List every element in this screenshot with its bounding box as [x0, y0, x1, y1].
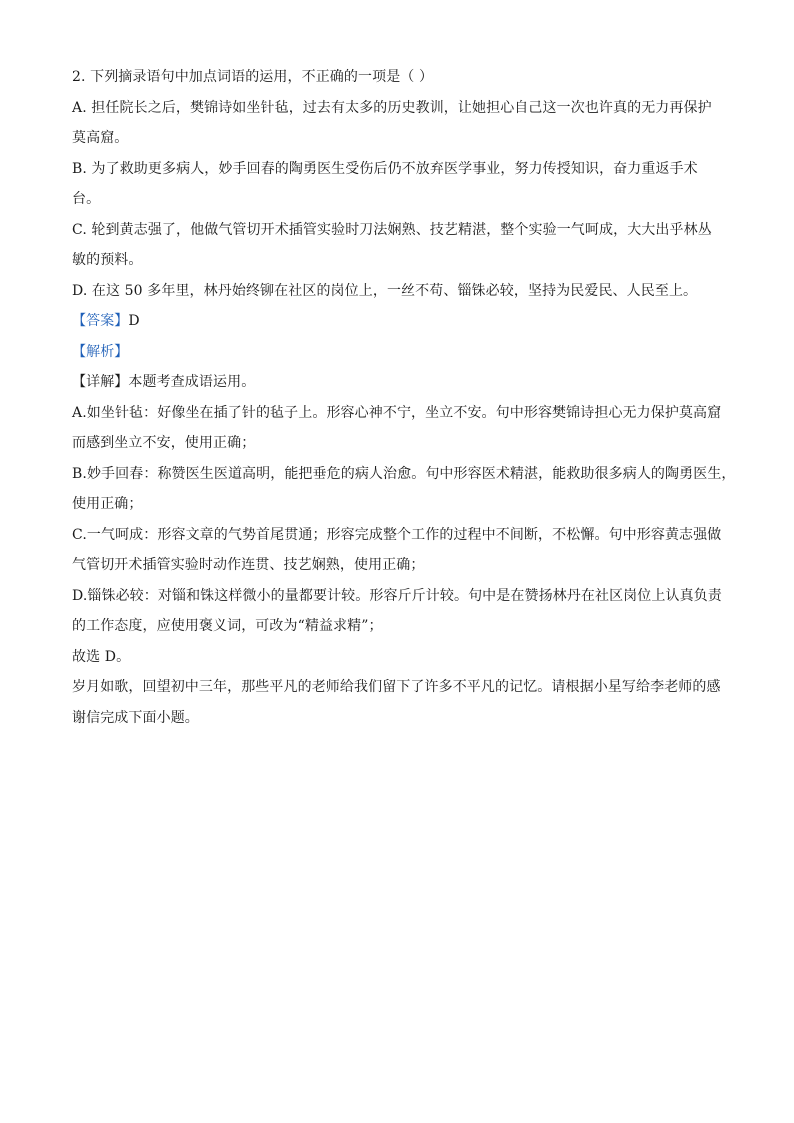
answer-line: [72, 306, 732, 337]
option-c-line-1: C. 轮到黄志强了，他做气管切开术插管实验时刀法娴熟、技艺精湛，整个实验一气呵成，大大出乎林丛: [72, 221, 712, 238]
analysis-line: 而感到坐立不安，使用正确；: [72, 435, 256, 451]
passage-line: 谢信完成下面小题。: [72, 709, 199, 726]
analysis-line: B.妙手回春：称赞医生医道高明，能把垂危的病人治愈。句中形容医术精湛，能救助很多病人的陶勇医生，: [72, 465, 736, 482]
option-d-line-1: D. 在这 50 多年里，林丹始终铆在社区的岗位上，一丝不苟、锱铢必较，坚持为民爱民、人民至上。: [72, 282, 698, 299]
analysis-line: 【详解】本题考查成语运用。: [72, 374, 256, 390]
option-b-line-1: B. 为了救助更多病人，妙手回春的陶勇医生受伤后仍不放弃医学事业，努力传授知识，奋力重返手术: [72, 160, 698, 177]
option-c-line-2: 敏的预料。: [72, 252, 143, 268]
analysis-line: 气管切开术插管实验时动作连贯、技艺娴熟，使用正确；: [72, 557, 425, 573]
analysis-line: D.锱铢必较：对锱和铢这样微小的量都要计较。形容斤斤计较。句中是在赞扬林丹在社区岗位上认真负责: [72, 587, 722, 604]
analysis-heading: [72, 337, 732, 368]
answer-value: D: [128, 313, 140, 329]
analysis-tag: 【解析】: [72, 343, 129, 360]
option-a-line-1: A. 担任院长之后，樊锦诗如坐针毡，过去有太多的历史教训，让她担心自己这一次也许真的无力再保护: [72, 99, 712, 116]
analysis-line: 故选 D。: [72, 648, 131, 665]
document-page: [72, 62, 736, 733]
question-stem: 2. 下列摘录语句中加点词语的运用，不正确的一项是（ ）: [72, 69, 434, 85]
option-b-line-2: 台。: [72, 191, 101, 207]
analysis-line: C.一气呵成：形容文章的气势首尾贯通；形容完成整个工作的过程中不间断，不松懈。句中形容黄志强做: [72, 526, 722, 543]
answer-tag: 【答案】: [72, 313, 129, 329]
option-a-line-2: 莫高窟。: [72, 130, 129, 146]
analysis-line: A.如坐针毡：好像坐在插了针的毡子上。形容心神不宁，坐立不安。句中形容樊锦诗担心无力保护莫高窟: [72, 404, 722, 421]
analysis-line: 的工作态度，应使用褒义词，可改为“精益求精”；: [72, 618, 383, 634]
passage-line: 岁月如歌，回望初中三年，那些平凡的老师给我们留下了许多不平凡的记忆。请根据小星写给李老师的感: [72, 679, 721, 695]
analysis-line: 使用正确；: [72, 496, 143, 512]
